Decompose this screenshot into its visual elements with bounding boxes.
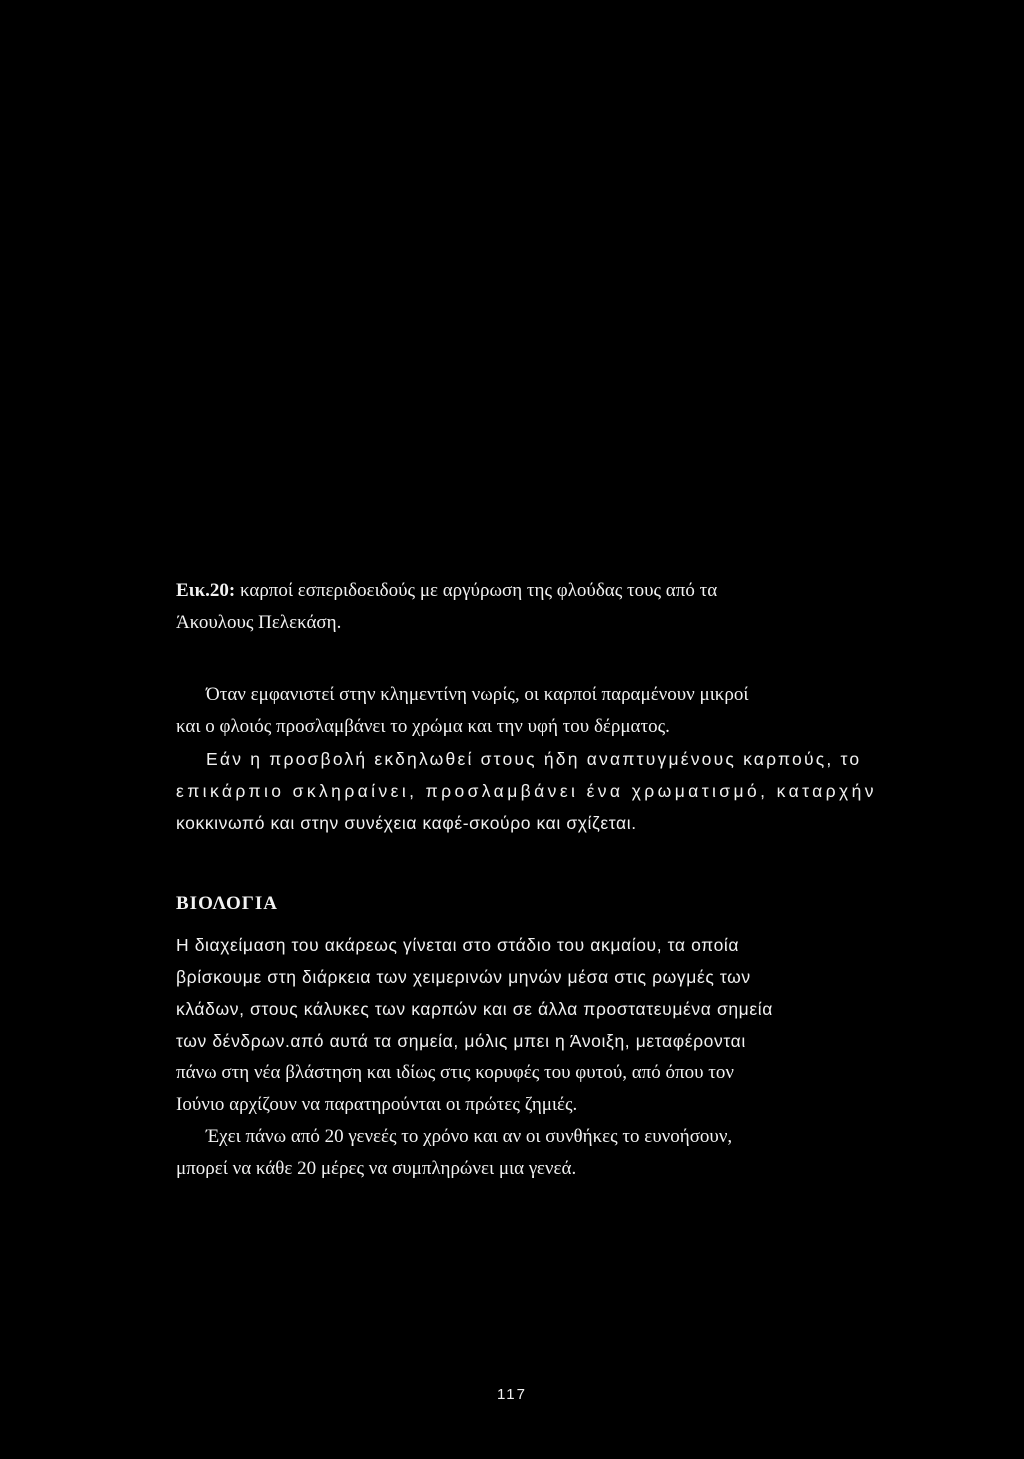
- paragraph-line: βρίσκουμε στη διάρκεια των χειμερινών μηνών μέσα στις ρωγμές των: [176, 967, 751, 987]
- paragraph-line: επικάρπιο σκληραίνει, προσλαμβάνει ένα χρωματισμό, καταρχήν: [176, 781, 877, 801]
- caption-label: Εικ.20:: [176, 580, 236, 601]
- page-number: 117: [497, 1386, 527, 1403]
- figure-caption: [176, 575, 876, 639]
- paragraph-line: κοκκινωπό και στην συνέχεια καφέ-σκούρο και σχίζεται.: [176, 813, 637, 833]
- paragraph-line: Όταν εμφανιστεί στην κλημεντίνη νωρίς, οι καρποί παραμένουν μικροί: [206, 684, 749, 705]
- paragraph-line: Εάν η προσβολή εκδηλωθεί στους ήδη αναπτυγμένους καρπούς, το: [206, 749, 862, 769]
- paragraph-line: Ιούνιο αρχίζουν να παρατηρούνται οι πρώτες ζημιές.: [176, 1094, 578, 1115]
- caption-text-line-1: καρποί εσπεριδοειδούς με αργύρωση της φλούδας τους από τα: [235, 580, 718, 601]
- paragraph-line: μπορεί να κάθε 20 μέρες να συμπληρώνει μια γενεά.: [176, 1158, 577, 1179]
- paragraph-line: των δένδρων.από αυτά τα σημεία, μόλις μπει η Άνοιξη, μεταφέρονται: [176, 1031, 746, 1051]
- paragraph-line: κλάδων, στους κάλυκες των καρπών και σε άλλα προστατευμένα σημεία: [176, 999, 773, 1019]
- paragraph-line: και ο φλοιός προσλαμβάνει το χρώμα και την υφή του δέρματος.: [176, 716, 670, 737]
- paragraph-line: Έχει πάνω από 20 γενεές το χρόνο και αν οι συνθήκες το ευνοήσουν,: [206, 1126, 733, 1147]
- paragraph-symptoms: [176, 679, 876, 839]
- paragraph-line: πάνω στη νέα βλάστηση και ιδίως στις κορυφές του φυτού, από όπου τον: [176, 1062, 734, 1083]
- caption-text-line-2: Άκουλους Πελεκάση.: [176, 612, 342, 633]
- paragraph-line: Η διαχείμαση του ακάρεως γίνεται στο στάδιο του ακμαίου, τα οποία: [176, 935, 740, 955]
- section-heading: ΒΙΟΛΟΓΙΑ: [176, 893, 278, 914]
- paragraph-biology: [176, 929, 876, 1185]
